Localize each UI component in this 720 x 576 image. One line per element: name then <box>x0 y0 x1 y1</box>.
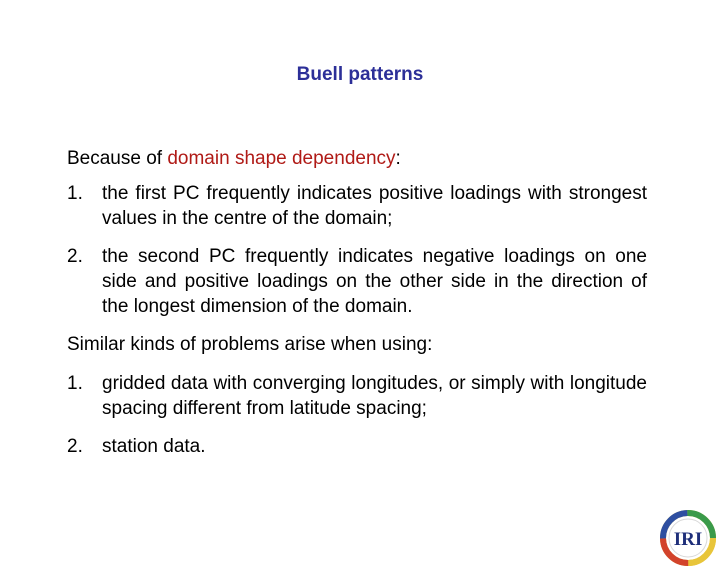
list-item-number: 1. <box>67 183 83 204</box>
list-item <box>67 181 647 231</box>
slide-title: Buell patterns <box>296 64 424 85</box>
intro-prefix: Because of <box>67 148 168 169</box>
list-item <box>67 371 647 421</box>
iri-logo <box>660 508 716 568</box>
intro-highlight: domain shape dependency <box>167 148 396 169</box>
list-item-text: the second PC frequently indicates negative loadings on one side and positive loadings on the other side in the direction of the longest dimension of the domain. <box>102 246 647 317</box>
list-item <box>67 434 647 459</box>
iri-logo-icon <box>660 508 716 568</box>
problem-list <box>67 371 647 459</box>
logo-text: IRI <box>673 529 703 550</box>
list-item-text: gridded data with converging longitudes, or simply with longitude spacing different from latitude spacing; <box>102 373 647 419</box>
list-item-number: 2. <box>67 246 83 267</box>
pc-list <box>67 181 647 319</box>
intro-suffix: : <box>395 148 401 169</box>
similar-paragraph: Similar kinds of problems arise when using: <box>67 334 433 355</box>
list-item-number: 1. <box>67 373 83 394</box>
slide-body <box>67 146 647 472</box>
list-item <box>67 244 647 319</box>
list-item-number: 2. <box>67 436 83 457</box>
list-item-text: station data. <box>102 436 206 457</box>
list-item-text: the first PC frequently indicates positive loadings with strongest values in the centre of the domain; <box>102 183 647 229</box>
intro-paragraph <box>67 146 647 171</box>
